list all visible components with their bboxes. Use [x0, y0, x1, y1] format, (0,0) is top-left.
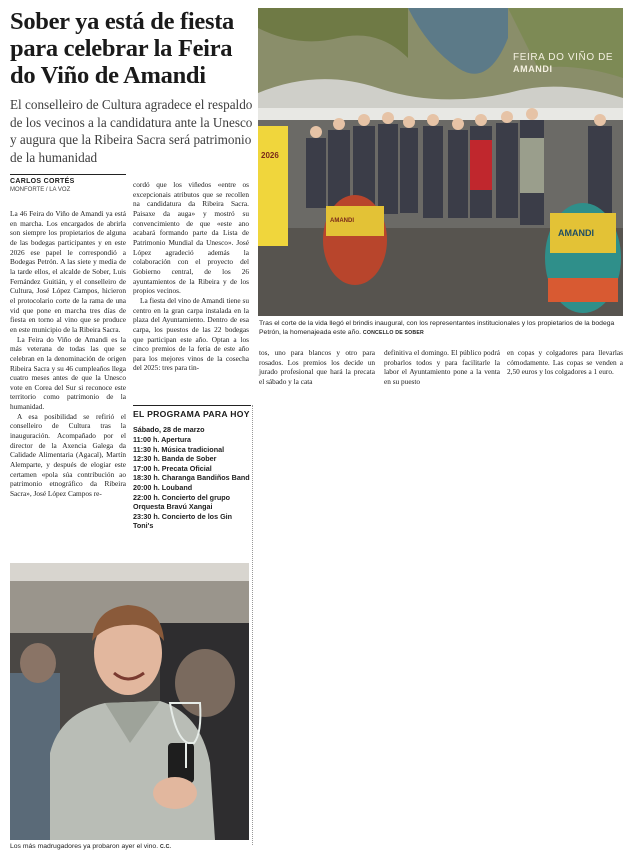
- body-column-2: [133, 180, 249, 373]
- body-column-1: [10, 209, 126, 499]
- program-box: [133, 405, 251, 531]
- body-column-5: en copas y colgadores para llevarlas cómodamente. Las copas se venden a 2,50 euros y los colgadores a 1 euro.: [507, 348, 623, 377]
- poster-year: 2026: [261, 151, 279, 160]
- byline: CARLOS CORTÉS: [10, 178, 75, 185]
- visitor-photo: [10, 563, 249, 840]
- paragraph: La fiesta del vino de Amandi tiene su centro en la gran carpa instalada en la plaza del Ayuntamiento. Dentro de esa carpa, los puestos de las 22 bodegas que participan este año. Optan a los cinco premios de la feria de este año para los mejores vinos de la cosecha del 2025: tres para tin-: [133, 295, 249, 373]
- body-column-4: definitiva el domingo. El público podrá probarlos todos y para facilitarle la labor el Ayuntamiento pone a la venta en su puesto: [384, 348, 500, 386]
- barrel-label-right: AMANDI: [558, 228, 594, 238]
- body-column-3: tos, uno para blancos y otro para rosados. Los premios los decide un jurado profesional que hará la precata el sábado y la cata: [259, 348, 375, 386]
- program-date: Sábado, 28 de marzo: [133, 425, 205, 434]
- column-divider: [252, 405, 253, 845]
- subheadline: El conselleiro de Cultura agradece el respaldo de los vecinos a la candidatura ante la Unesco y augura que la Ribeira Sacra será patrimonio de la humanidad: [10, 97, 253, 165]
- program-event: 18:30 h. Charanga Bandiños Band: [133, 473, 250, 483]
- photo-credit: C.C.: [160, 844, 172, 850]
- program-event: 12:30 h. Banda de Sober: [133, 454, 217, 464]
- photo-caption-visitor: [10, 843, 249, 852]
- program-event: 11:00 h. Apertura: [133, 435, 192, 444]
- program-event: 11:30 h. Música tradicional: [133, 444, 225, 454]
- program-event: 20:00 h. Louband: [133, 482, 193, 492]
- inauguration-photo: [258, 8, 623, 316]
- program-event: 22:00 h. Concierto del grupo Orquesta Bravú Xangai: [133, 492, 231, 512]
- byline-divider: [10, 174, 126, 175]
- paragraph: La Feira do Viño de Amandi es la más veterana de todas las que se celebran en la denominación de origen Ribeira Sacra y su 46 cumpleaños llega cuatro meses antes de que la Unesco vote en Corea del Sur si reconoce este territorio como patrimonio de la humanidad.: [10, 334, 126, 412]
- program-event: 17:00 h. Precata Oficial: [133, 463, 212, 473]
- paragraph: A esa posibilidad se refirió el conselleiro de Cultura tras la inauguración. Acompañado por el director de la Axencia Galega da Calidade Alimentaria (Agacal), Martín Alemparte, y después de elogiar este certamen «pola súa contribución ao patrimonio etnográfico da Ribeira Sacra», José López Campos re-: [10, 411, 126, 499]
- headline: Sober ya está de fiesta para celebrar la Feira do Viño de Amandi: [10, 8, 235, 89]
- paragraph: cordó que los viñedos «entre os excepcionais atributos que se recollen na candidatura da Ribeira Sacra. Paisaxe da auga» y mostró su convencimiento de que «este ano acabará formando parte da Lista de Patrimonio Mundial da Unesco». José López agradeció además la colaboración con el proyecto del Gobierno central, de los 26 ayuntamientos de la Ribeira y de los propios vecinos.: [133, 180, 249, 296]
- tent-sign-line1: FEIRA DO VIÑO DE: [513, 52, 614, 63]
- program-title: EL PROGRAMA PARA HOY: [133, 409, 250, 419]
- paragraph: La 46 Feira do Viño de Amandi ya está en marcha. Los encargados de abrirla son siempre los propietarios de alguna de las bodegas participantes y en este 2026 ese papel le correspondió a Bodegas Petrón. A las siete y media de la tarde ellos, el alcalde de Sober, Luis Fernández Guitián, y el conselleiro de Cultura, José López Campos, hicieron el protocolario corte de la rama de una vid que pone en marcha tres días de fiesta en torno al vino que se produce en este municipio de la Ribeira Sacra.: [10, 209, 126, 334]
- photo-credit: CONCELLO DE SOBER: [362, 329, 424, 336]
- caption-text: Tras el corte de la vida llegó el brindis inaugural, con los representantes institucionales y los propietarios de la bodega Petrón, la homenajeada este año.: [259, 320, 615, 336]
- caption-text: Los más madrugadores ya probaron ayer el vino.: [10, 843, 159, 850]
- tent-sign-line2: AMANDI: [513, 64, 553, 74]
- photo-caption-main: [259, 320, 624, 337]
- program-event: 23:30 h. Concierto de los Gin Toni's: [133, 511, 233, 531]
- barrel-label-left: AMANDI: [330, 218, 354, 224]
- dateline: MONFORTE / LA VOZ: [10, 187, 71, 193]
